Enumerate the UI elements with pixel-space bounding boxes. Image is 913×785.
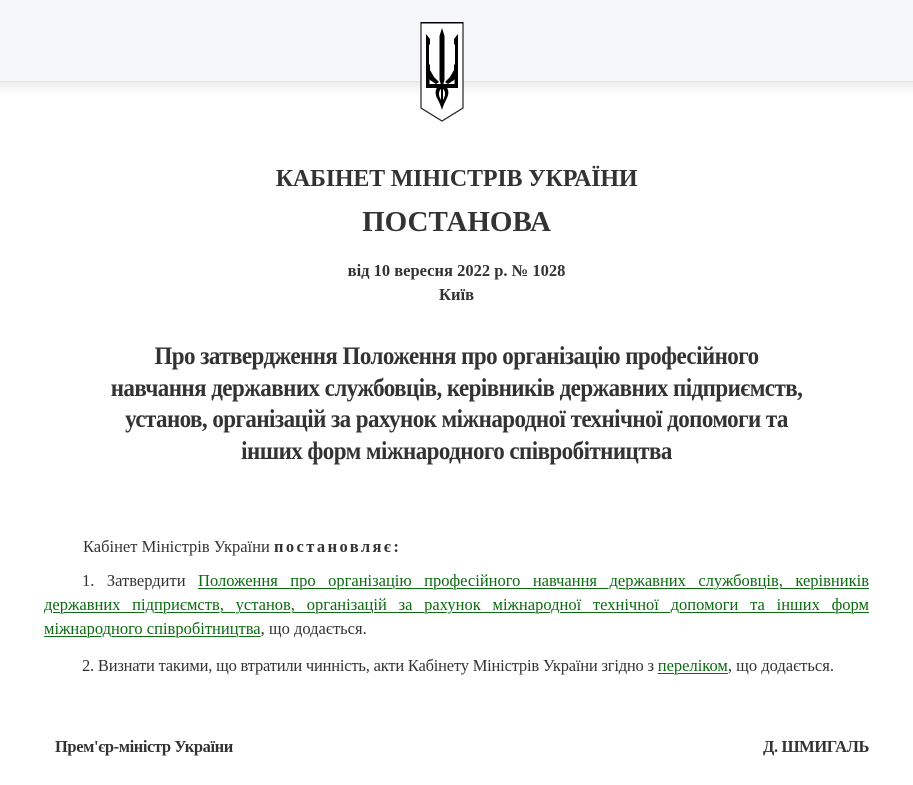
signatory-name: Д. ШМИГАЛЬ [763,737,869,756]
document-type-heading: ПОСТАНОВА [362,206,551,238]
document-date-number: від 10 вересня 2022 р. № 1028 [347,261,566,280]
document-title: Про затвердження Положення про організацію професійного навчання державних службовців, керівників державних підприємств, установ, організацій за рахунок міжнародної технічної допомоги та інших форм міжнародного співробітництва [110,343,803,465]
paragraph-2 [44,654,869,678]
document-city: Київ [439,285,474,304]
preamble-emphasis: постановляє: [273,537,402,556]
signatory-position: Прем'єр-міністр України [55,737,233,756]
preamble-text: Кабінет Міністрів України [83,537,274,556]
paragraph-1 [44,569,869,641]
regulation-link[interactable]: Положення про організацію професійного навчання державних службовців, керівників державних підприємств, установ, організацій за рахунок міжнародної технічної допомоги та інших форм міжнародного співробітництва [44,571,869,638]
paragraph-2-tail: , що додається. [727,656,834,675]
preamble [83,537,401,557]
paragraph-1-tail: , що додається. [260,619,367,638]
list-link[interactable]: переліком [657,656,728,675]
issuer-heading: КАБІНЕТ МІНІСТРІВ УКРАЇНИ [275,166,638,192]
paragraph-1-number: 1. [82,571,95,590]
tryzub-coat-of-arms-icon [420,22,464,122]
paragraph-2-text: Визнати такими, що втратили чинність, акти Кабінету Міністрів України згідно з [97,656,658,675]
paragraph-1-text: Затвердити [106,571,199,590]
paragraph-2-number: 2. [82,656,94,675]
